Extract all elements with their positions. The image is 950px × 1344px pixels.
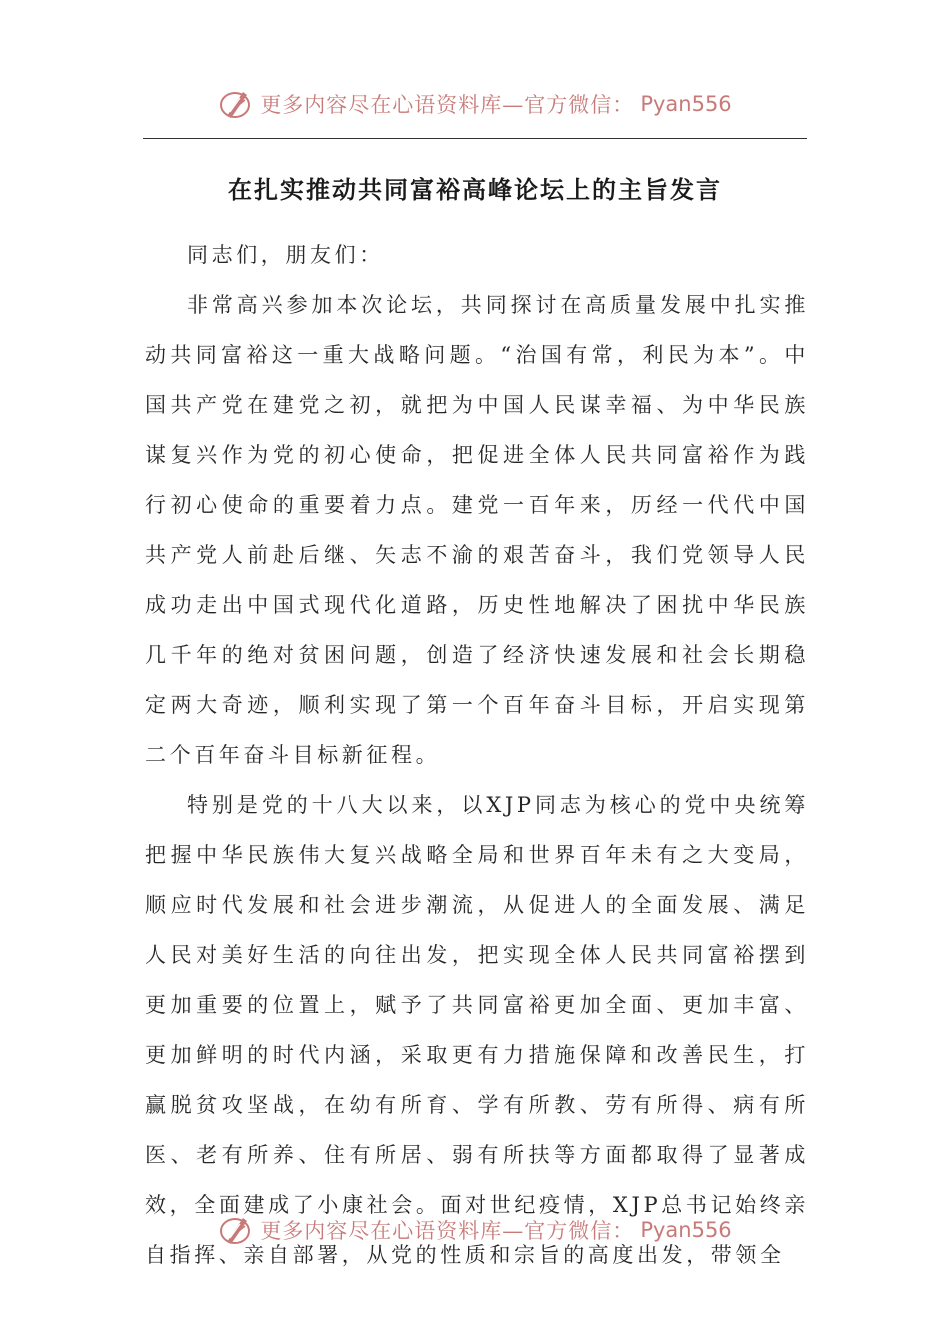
header-divider — [143, 138, 807, 139]
paragraph: 非常高兴参加本次论坛，共同探讨在高质量发展中扎实推动共同富裕这一重大战略问题。“治国有常，利民为本”。中国共产党在建党之初，就把为中国人民谋幸福、为中华民族谋复兴作为党的初心使命，把促进全体人民共同富裕作为践行初心使命的重要着力点。建党一百年来，历经一代代中国共产党人前赴后继、矢志不渝的艰苦奋斗，我们党领导人民成功走出中国式现代化道路，历史性地解决了困扰中华民族几千年的绝对贫困问题，创造了经济快速发展和社会长期稳定两大奇迹，顺利实现了第一个百年奋斗目标，开启实现第二个百年奋斗目标新征程。 — [145, 293, 809, 767]
document-title: 在扎实推动共同富裕高峰论坛上的主旨发言 — [228, 175, 722, 204]
feather-pen-logo-icon — [218, 86, 254, 122]
paragraph-salutation: 同志们，朋友们： — [187, 243, 384, 267]
header-wechat-id: Pyan556 — [640, 92, 732, 116]
document-body — [145, 230, 809, 1280]
feather-pen-logo-icon — [218, 1212, 254, 1248]
header-banner — [0, 84, 950, 124]
footer-banner-text: 更多内容尽在心语资料库—官方微信： — [260, 1219, 635, 1243]
paragraph: 特别是党的十八大以来，以XJP同志为核心的党中央统筹把握中华民族伟大复兴战略全局和世界百年未有之大变局，顺应时代发展和社会进步潮流，从促进人的全面发展、满足人民对美好生活的向往出发，把实现全体人民共同富裕摆到更加重要的位置上，赋予了共同富裕更加全面、更加丰富、更加鲜明的时代内涵，采取更有力措施保障和改善民生，打赢脱贫攻坚战，在幼有所育、学有所教、劳有所得、病有所医、老有所养、住有所居、弱有所扶等方面都取得了显著成效，全面建成了小康社会。面对世纪疫情，XJP总书记始终亲自指挥、亲自部署，从党的性质和宗旨的高度出发，带领全 — [145, 793, 809, 1267]
footer-wechat-id: Pyan556 — [640, 1218, 732, 1242]
footer-banner — [0, 1210, 950, 1250]
header-banner-text: 更多内容尽在心语资料库—官方微信： — [260, 93, 635, 117]
